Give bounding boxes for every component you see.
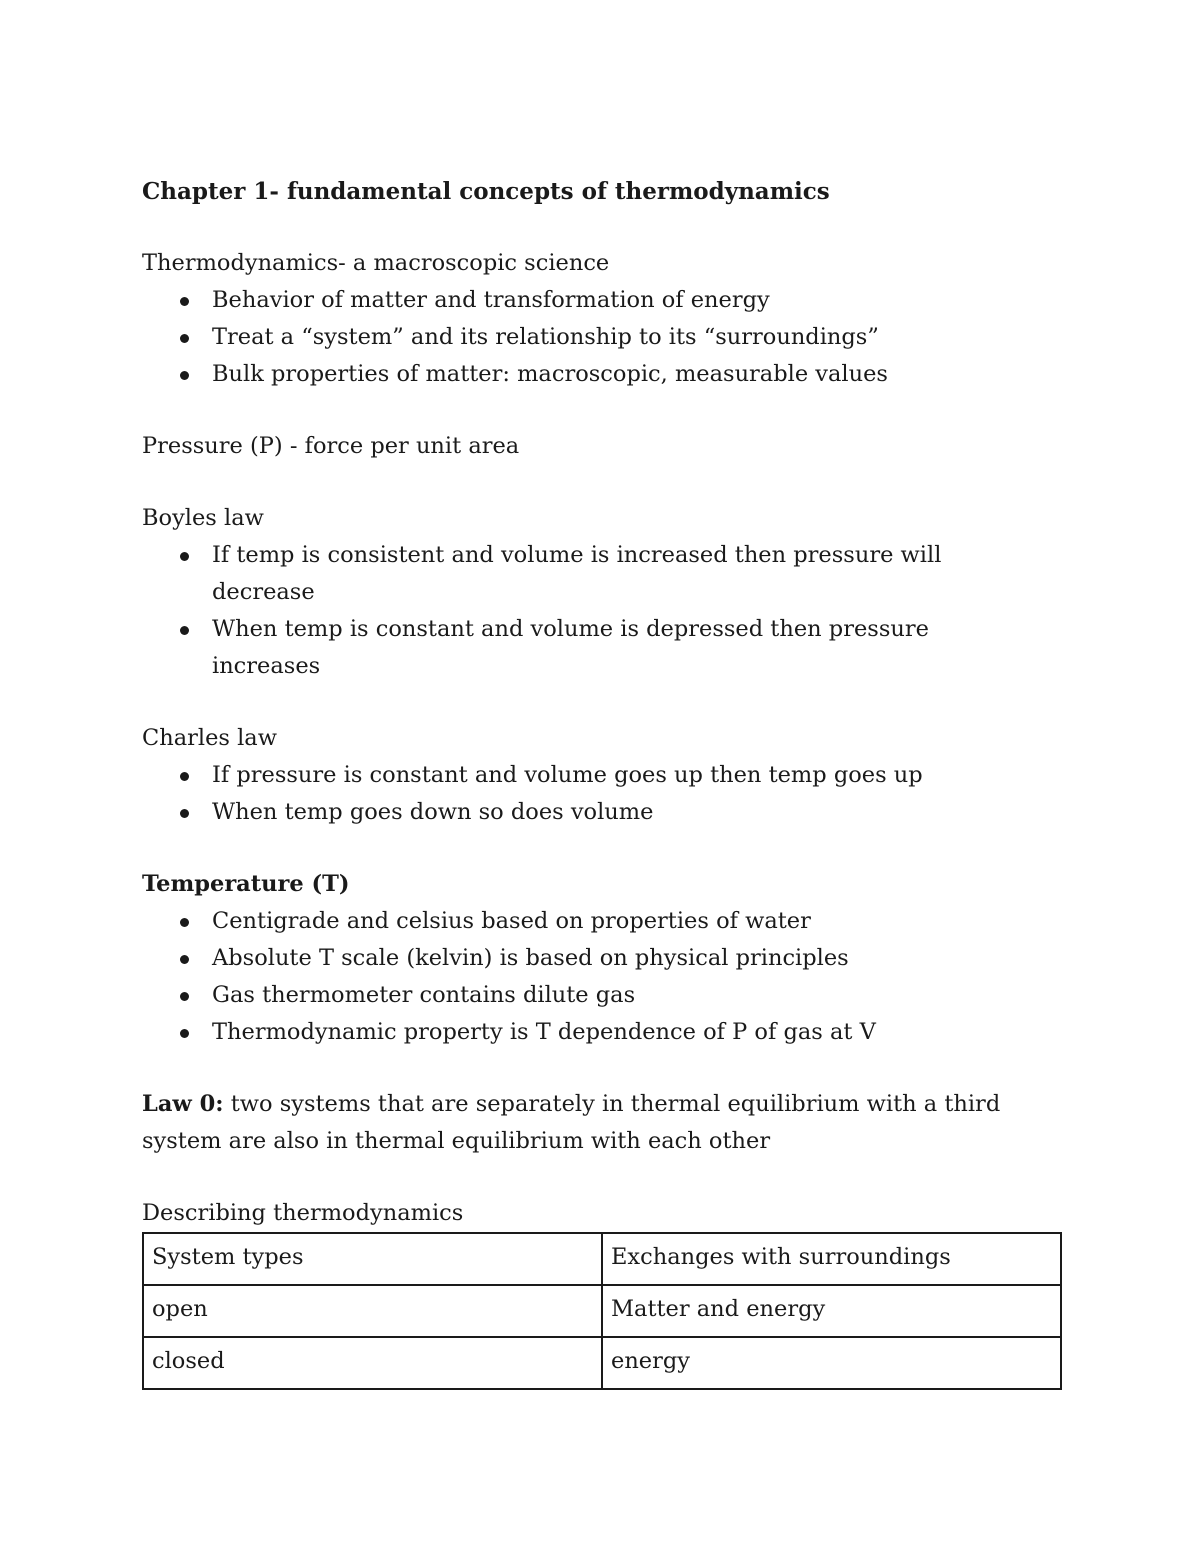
table-header-cell: System types — [143, 1233, 602, 1285]
temperature-heading: Temperature (T) — [142, 871, 350, 897]
pressure-definition: Pressure (P) - force per unit area — [142, 433, 520, 459]
list-item: If pressure is constant and volume goes up then temp goes up — [142, 757, 1062, 794]
law-zero-text: two systems that are separately in thermal equilibrium with a third system are also in thermal equilibrium with each other — [142, 1091, 1001, 1154]
law-zero — [142, 1086, 1062, 1160]
list-item: When temp is constant and volume is depressed then pressure increases — [142, 611, 1062, 685]
table-cell: Matter and energy — [602, 1285, 1061, 1337]
list-item: Bulk properties of matter: macroscopic, measurable values — [142, 356, 1062, 393]
table-header-cell: Exchanges with surroundings — [602, 1233, 1061, 1285]
thermo-heading: Thermodynamics- a macroscopic science — [142, 250, 610, 276]
table-header-row — [143, 1233, 1061, 1285]
list-item: Centigrade and celsius based on properties of water — [142, 903, 1062, 940]
chapter-title: Chapter 1- fundamental concepts of thermodynamics — [142, 178, 830, 205]
table-cell: open — [143, 1285, 602, 1337]
describing-heading: Describing thermodynamics — [142, 1200, 464, 1226]
list-item: If temp is consistent and volume is increased then pressure will decrease — [142, 537, 1062, 611]
table-cell: energy — [602, 1337, 1061, 1389]
charles-list — [142, 757, 1062, 831]
thermo-list — [142, 282, 1062, 393]
boyles-list — [142, 537, 1062, 685]
list-item: Gas thermometer contains dilute gas — [142, 977, 1062, 1014]
temperature-list — [142, 903, 1062, 1051]
table-row — [143, 1337, 1061, 1389]
table-cell: closed — [143, 1337, 602, 1389]
list-item: Behavior of matter and transformation of energy — [142, 282, 1062, 319]
list-item: Treat a “system” and its relationship to its “surroundings” — [142, 319, 1062, 356]
system-types-table — [142, 1232, 1062, 1390]
boyles-heading: Boyles law — [142, 505, 264, 531]
law-zero-label: Law 0: — [142, 1091, 224, 1117]
list-item: When temp goes down so does volume — [142, 794, 1062, 831]
list-item: Thermodynamic property is T dependence of P of gas at V — [142, 1014, 1062, 1051]
table-row — [143, 1285, 1061, 1337]
document-page — [142, 172, 1062, 1390]
charles-heading: Charles law — [142, 725, 277, 751]
list-item: Absolute T scale (kelvin) is based on physical principles — [142, 940, 1062, 977]
